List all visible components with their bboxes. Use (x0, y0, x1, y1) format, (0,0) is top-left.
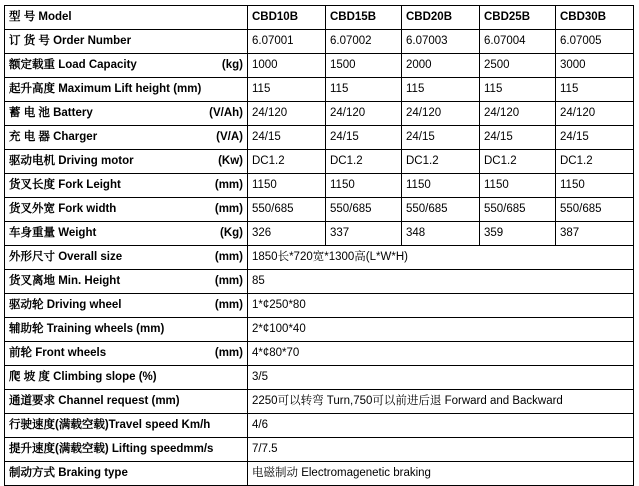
cell-value: 2500 (480, 54, 556, 78)
cell-value: CBD25B (480, 6, 556, 30)
table-row (5, 6, 634, 30)
table-row (5, 438, 634, 462)
row-label-text: 订 货 号 Order Number (9, 35, 132, 47)
cell-value: 2*¢100*40 (248, 318, 634, 342)
cell-value: 6.07002 (326, 30, 402, 54)
row-label-text: 蓄 电 池 Battery (9, 107, 93, 119)
row-label (5, 6, 248, 30)
table-row (5, 150, 634, 174)
row-label-unit: (mm) (214, 347, 243, 359)
table-row (5, 174, 634, 198)
cell-value: 326 (248, 222, 326, 246)
row-label-unit: (V/A) (216, 131, 243, 143)
cell-value: 4*¢80*70 (248, 342, 634, 366)
row-label-text: 爬 坡 度 Climbing slope (%) (9, 371, 157, 383)
row-label (5, 30, 248, 54)
row-label-unit: (Kw) (218, 155, 243, 167)
cell-value: 550/685 (326, 198, 402, 222)
table-row (5, 30, 634, 54)
cell-value: 6.07005 (556, 30, 634, 54)
row-label-text: 充 电 器 Charger (9, 131, 98, 143)
row-label-text: 驱动电机 Driving motor (9, 155, 134, 167)
cell-value: CBD20B (402, 6, 480, 30)
row-label-text: 型 号 Model (9, 11, 72, 23)
cell-value: 387 (556, 222, 634, 246)
row-label (5, 414, 248, 438)
cell-value: 337 (326, 222, 402, 246)
cell-value: 6.07004 (480, 30, 556, 54)
row-label (5, 198, 248, 222)
row-label-text: 驱动轮 Driving wheel (9, 299, 122, 311)
row-label-text: 制动方式 Braking type (9, 467, 128, 479)
row-label (5, 78, 248, 102)
cell-value: 550/685 (248, 198, 326, 222)
cell-value: 1150 (326, 174, 402, 198)
cell-value: 115 (556, 78, 634, 102)
cell-value: 1850长*720宽*1300高(L*W*H) (248, 246, 634, 270)
cell-value: 1150 (402, 174, 480, 198)
row-label-unit: (mm) (214, 299, 243, 311)
table-row (5, 198, 634, 222)
cell-value: 电磁制动 Electromagenetic braking (248, 462, 634, 486)
cell-value: 24/15 (248, 126, 326, 150)
row-label-text: 货叉离地 Min. Height (9, 275, 121, 287)
cell-value: 1150 (248, 174, 326, 198)
table-row (5, 318, 634, 342)
row-label-unit: (mm) (214, 179, 243, 191)
cell-value: 24/120 (556, 102, 634, 126)
row-label-unit: (mm) (214, 251, 243, 263)
row-label (5, 246, 248, 270)
cell-value: 7/7.5 (248, 438, 634, 462)
cell-value: 24/120 (480, 102, 556, 126)
table-row (5, 54, 634, 78)
table-row (5, 246, 634, 270)
cell-value: 1150 (480, 174, 556, 198)
row-label (5, 342, 248, 366)
cell-value: 85 (248, 270, 634, 294)
row-label (5, 390, 248, 414)
row-label (5, 462, 248, 486)
cell-value: CBD15B (326, 6, 402, 30)
cell-value: DC1.2 (556, 150, 634, 174)
row-label (5, 366, 248, 390)
row-label-unit: (mm) (214, 275, 243, 287)
cell-value: 6.07001 (248, 30, 326, 54)
cell-value: 115 (402, 78, 480, 102)
cell-value: 1000 (248, 54, 326, 78)
row-label-text: 货叉外宽 Fork width (9, 203, 117, 215)
cell-value: 550/685 (402, 198, 480, 222)
cell-value: 24/15 (556, 126, 634, 150)
cell-value: 1*¢250*80 (248, 294, 634, 318)
row-label-text: 额定载重 Load Capacity (9, 59, 137, 71)
row-label (5, 222, 248, 246)
row-label-unit: (mm) (214, 203, 243, 215)
specification-table (4, 5, 634, 486)
row-label-text: 外形尺寸 Overall size (9, 251, 123, 263)
table-row (5, 462, 634, 486)
cell-value: 115 (480, 78, 556, 102)
cell-value: DC1.2 (326, 150, 402, 174)
table-row (5, 102, 634, 126)
row-label (5, 318, 248, 342)
table-row (5, 294, 634, 318)
cell-value: 359 (480, 222, 556, 246)
cell-value: 2000 (402, 54, 480, 78)
row-label-text: 前轮 Front wheels (9, 347, 107, 359)
table-row (5, 126, 634, 150)
cell-value: DC1.2 (248, 150, 326, 174)
cell-value: 24/15 (480, 126, 556, 150)
row-label-text: 通道要求 Channel request (mm) (9, 395, 180, 407)
cell-value: 348 (402, 222, 480, 246)
cell-value: 24/120 (402, 102, 480, 126)
table-row (5, 78, 634, 102)
row-label (5, 270, 248, 294)
row-label-text: 辅助轮 Training wheels (mm) (9, 323, 165, 335)
row-label (5, 174, 248, 198)
cell-value: 3000 (556, 54, 634, 78)
cell-value: 3/5 (248, 366, 634, 390)
row-label (5, 294, 248, 318)
row-label-unit: (kg) (221, 59, 243, 71)
cell-value: 2250可以转弯 Turn,750可以前进后退 Forward and Backward (248, 390, 634, 414)
row-label (5, 150, 248, 174)
cell-value: 6.07003 (402, 30, 480, 54)
cell-value: 24/120 (326, 102, 402, 126)
cell-value: 550/685 (480, 198, 556, 222)
row-label (5, 102, 248, 126)
cell-value: 24/15 (326, 126, 402, 150)
cell-value: DC1.2 (480, 150, 556, 174)
row-label-text: 车身重量 Weight (9, 227, 97, 239)
cell-value: DC1.2 (402, 150, 480, 174)
cell-value: 550/685 (556, 198, 634, 222)
row-label-unit: (V/Ah) (209, 107, 243, 119)
table-row (5, 342, 634, 366)
cell-value: 4/6 (248, 414, 634, 438)
row-label-text: 起升高度 Maximum Lift height (mm) (9, 83, 202, 95)
cell-value: 1500 (326, 54, 402, 78)
cell-value: 24/120 (248, 102, 326, 126)
table-row (5, 366, 634, 390)
table-row (5, 390, 634, 414)
row-label-text: 货叉长度 Fork Leight (9, 179, 121, 191)
row-label-unit: (Kg) (220, 227, 243, 239)
row-label-text: 行驶速度(满载空载)Travel speed Km/h (9, 419, 211, 431)
cell-value: 115 (248, 78, 326, 102)
cell-value: CBD10B (248, 6, 326, 30)
row-label-text: 提升速度(满载空载) Lifting speedmm/s (9, 443, 214, 455)
cell-value: 115 (326, 78, 402, 102)
table-row (5, 414, 634, 438)
table-row (5, 222, 634, 246)
cell-value: CBD30B (556, 6, 634, 30)
row-label (5, 126, 248, 150)
table-row (5, 270, 634, 294)
row-label (5, 438, 248, 462)
cell-value: 24/15 (402, 126, 480, 150)
row-label (5, 54, 248, 78)
cell-value: 1150 (556, 174, 634, 198)
